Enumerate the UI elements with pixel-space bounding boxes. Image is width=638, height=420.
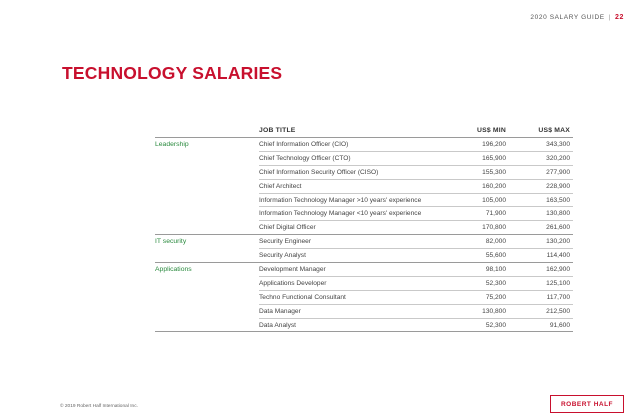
section-label: IT security (155, 238, 187, 246)
column-header-min: US$ MIN (477, 127, 506, 134)
column-header-max: US$ MAX (538, 127, 570, 134)
copyright-text: © 2019 Robert Half International Inc. (60, 404, 138, 409)
min-salary-cell: 52,300 (485, 321, 506, 329)
min-salary-cell: 71,900 (485, 210, 506, 218)
job-title-cell: Development Manager (259, 266, 326, 274)
table-row (259, 249, 573, 262)
min-salary-cell: 52,300 (485, 279, 506, 287)
max-salary-cell: 163,500 (546, 196, 570, 204)
min-salary-cell: 155,300 (482, 168, 506, 176)
job-title-cell: Information Technology Manager >10 years' experience (259, 196, 422, 204)
min-salary-cell: 98,100 (485, 266, 506, 274)
table-row (259, 235, 573, 249)
table-row (259, 152, 573, 166)
max-salary-cell: 228,900 (546, 182, 570, 190)
table-section (155, 137, 573, 234)
job-title-cell: Security Engineer (259, 238, 312, 246)
max-salary-cell: 130,200 (546, 238, 570, 246)
job-title-cell: Chief Architect (259, 182, 302, 190)
job-title-cell: Chief Information Security Officer (CISO) (259, 168, 379, 176)
table-row (259, 166, 573, 180)
table-row (259, 207, 573, 221)
header-separator: | (608, 14, 611, 21)
min-salary-cell: 105,000 (482, 196, 506, 204)
min-salary-cell: 165,900 (482, 154, 506, 162)
table-row (259, 138, 573, 152)
min-salary-cell: 170,800 (482, 224, 506, 232)
min-salary-cell: 82,000 (485, 238, 506, 246)
page-number: 22 (615, 14, 624, 21)
page-title: TECHNOLOGY SALARIES (62, 63, 283, 83)
job-title-cell: Chief Digital Officer (259, 224, 316, 232)
salary-table (155, 123, 573, 332)
job-title-cell: Information Technology Manager <10 years' experience (259, 210, 422, 218)
max-salary-cell: 114,400 (546, 252, 570, 260)
table-row (259, 319, 573, 332)
table-row (259, 194, 573, 208)
column-header-job-title: JOB TITLE (259, 127, 296, 134)
min-salary-cell: 160,200 (482, 182, 506, 190)
table-row (259, 180, 573, 194)
max-salary-cell: 117,700 (546, 293, 570, 301)
min-salary-cell: 196,200 (482, 141, 506, 148)
guide-label: 2020 SALARY GUIDE (530, 14, 605, 21)
logo-text: ROBERT HALF (560, 400, 614, 408)
page-header (530, 14, 624, 21)
table-row (259, 221, 573, 234)
max-salary-cell: 130,800 (546, 210, 570, 218)
table-section (155, 262, 573, 332)
job-title-cell: Chief Technology Officer (CTO) (259, 154, 351, 162)
robert-half-logo (550, 395, 624, 413)
table-row (259, 305, 573, 319)
job-title-cell: Techno Functional Consultant (259, 293, 346, 301)
min-salary-cell: 130,800 (482, 307, 506, 315)
max-salary-cell: 277,900 (546, 168, 570, 176)
max-salary-cell: 91,600 (549, 321, 570, 329)
max-salary-cell: 343,300 (546, 141, 570, 148)
job-title-cell: Data Analyst (259, 321, 297, 329)
job-title-cell: Data Manager (259, 307, 301, 315)
section-label: Applications (155, 266, 192, 274)
max-salary-cell: 125,100 (546, 279, 570, 287)
min-salary-cell: 75,200 (485, 293, 506, 301)
job-title-cell: Chief Information Officer (CIO) (259, 141, 349, 148)
min-salary-cell: 55,600 (485, 252, 506, 260)
section-label: Leadership (155, 141, 189, 148)
table-row (259, 277, 573, 291)
table-body (155, 137, 573, 332)
job-title-cell: Applications Developer (259, 279, 327, 287)
job-title-cell: Security Analyst (259, 252, 306, 260)
table-row (259, 291, 573, 305)
max-salary-cell: 320,200 (546, 154, 570, 162)
table-row (259, 263, 573, 277)
max-salary-cell: 162,900 (546, 266, 570, 274)
max-salary-cell: 261,600 (546, 224, 570, 232)
max-salary-cell: 212,500 (546, 307, 570, 315)
table-section (155, 234, 573, 262)
table-header (155, 123, 573, 137)
